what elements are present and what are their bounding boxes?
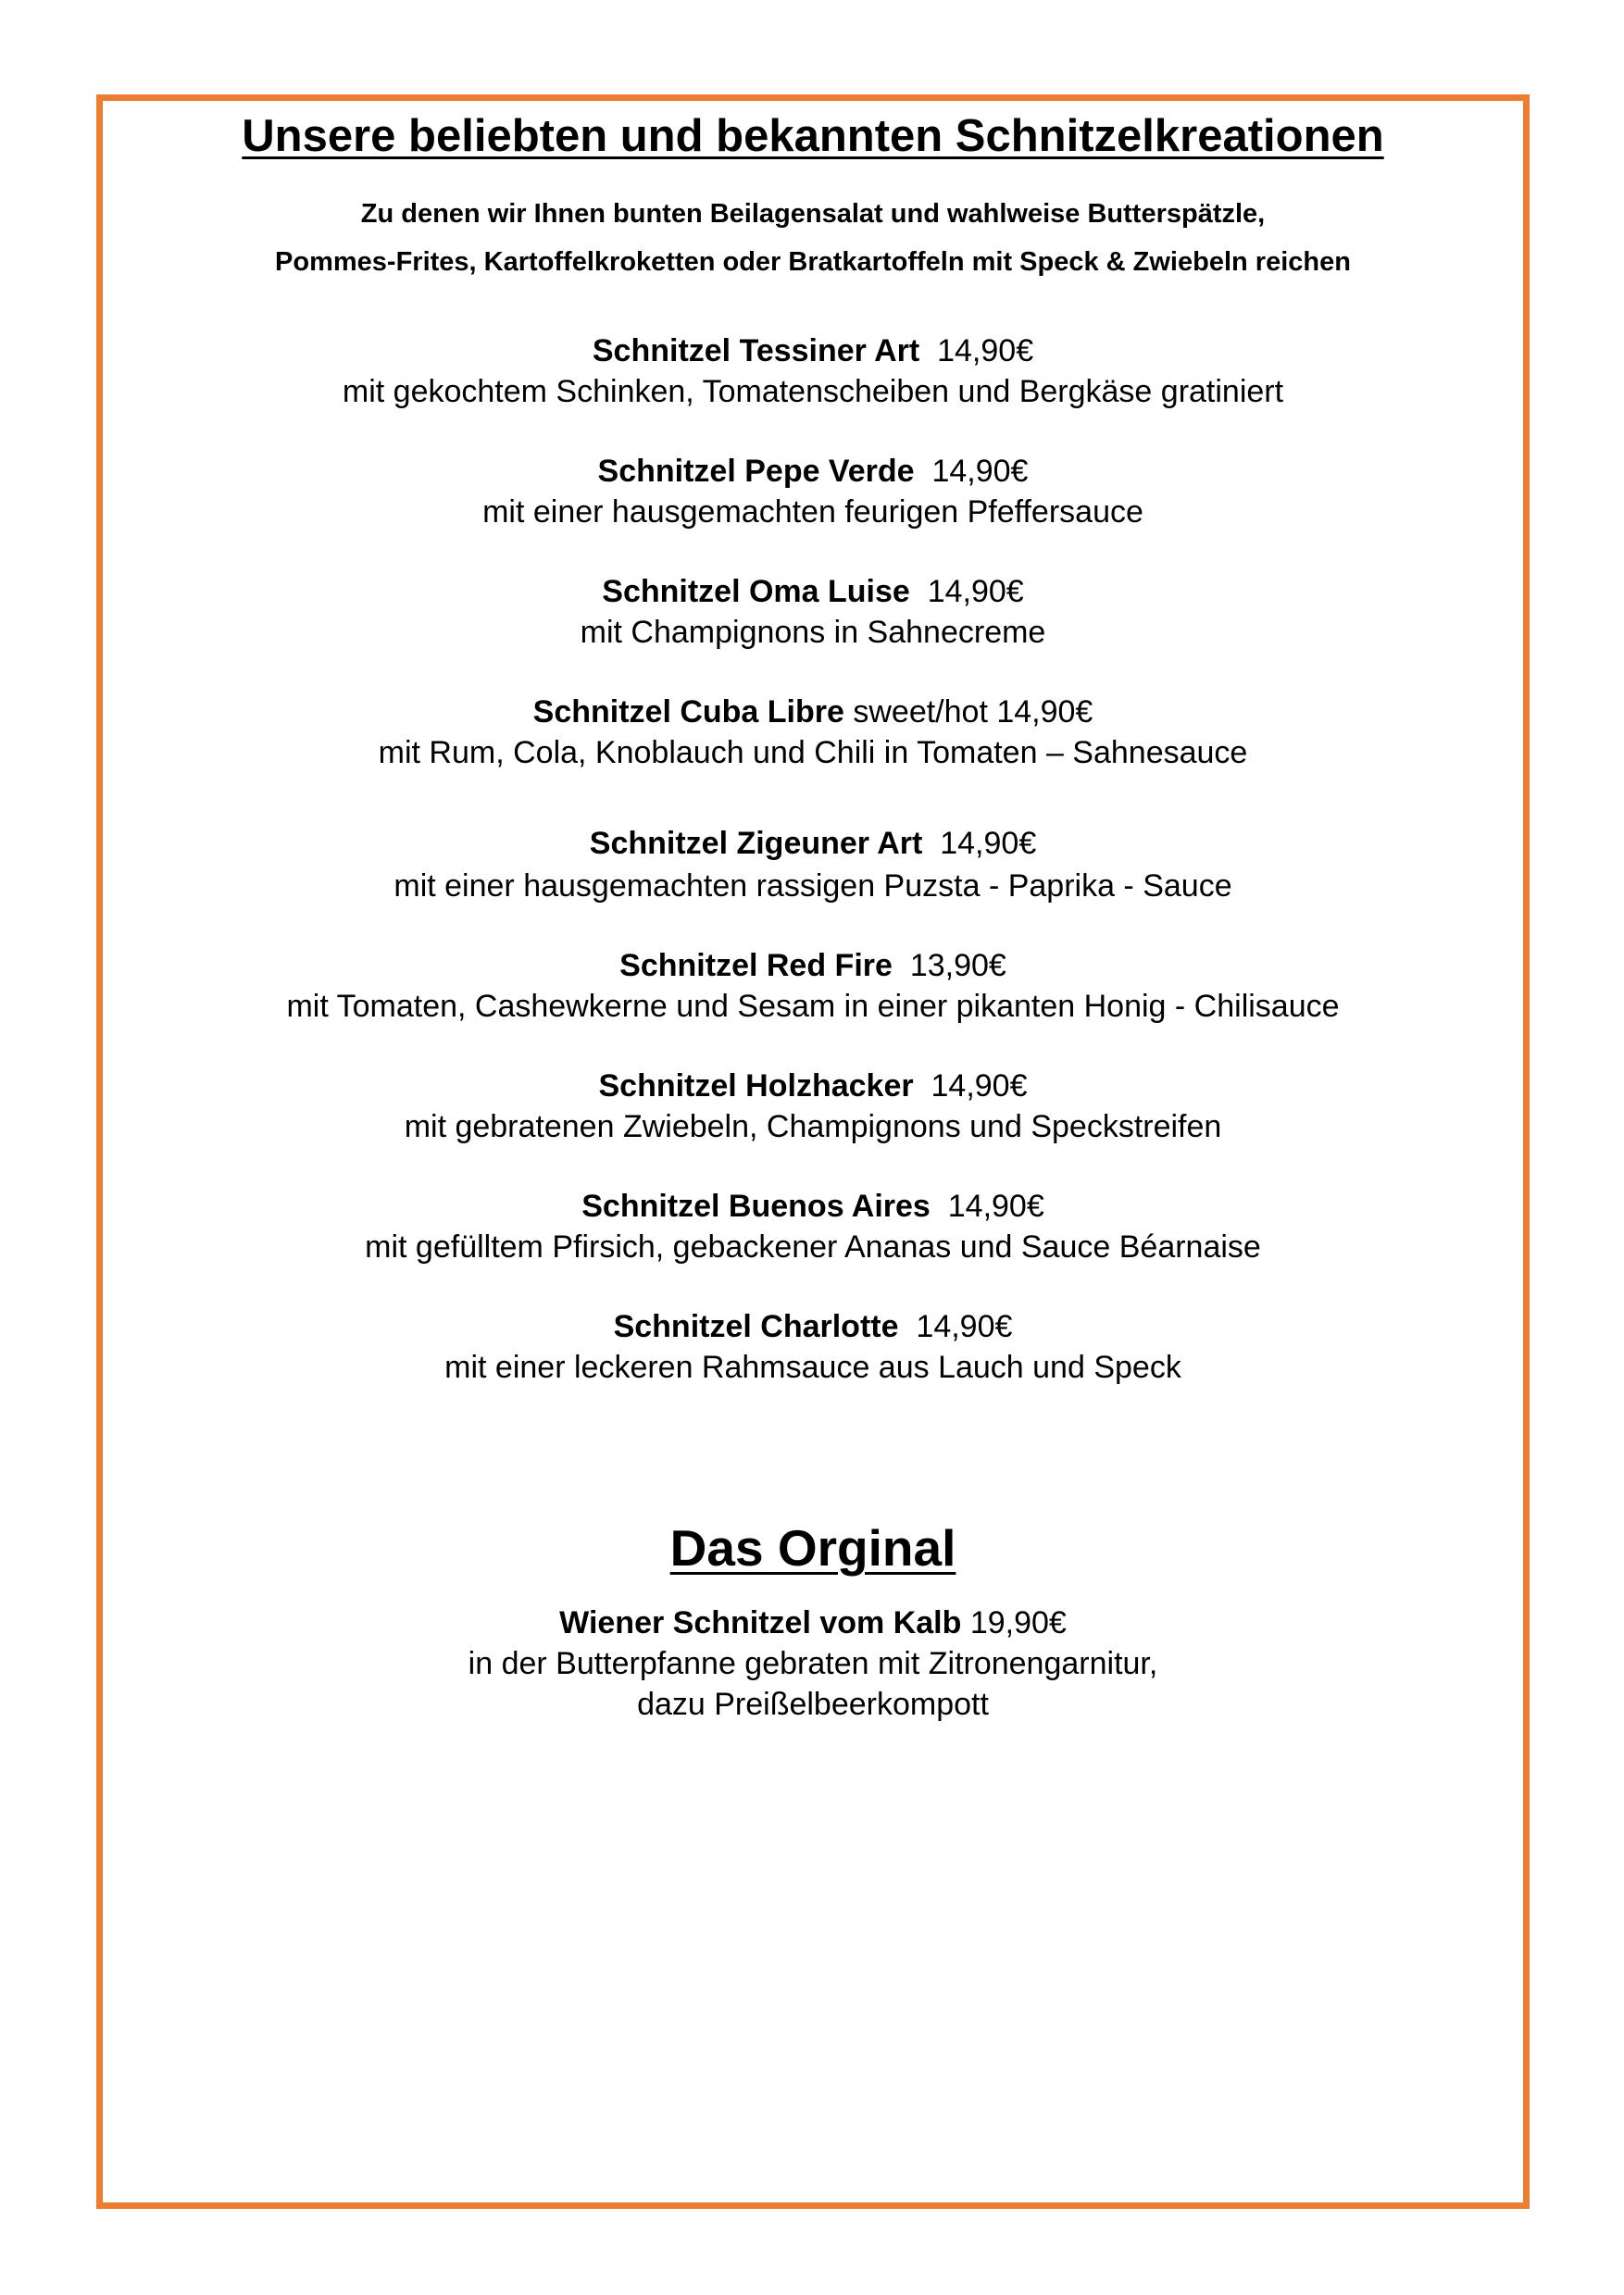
dish-heading [103,451,1523,492]
intro-line-1: Zu denen wir Ihnen bunten Beilagensalat und wahlweise Butterspätzle, [360,199,1266,229]
dish-name: Schnitzel Buenos Aires [581,1189,931,1224]
dish-heading [103,1306,1523,1347]
dish-name: Schnitzel Pepe Verde [597,454,915,489]
dish-heading [103,823,1523,864]
dish-heading [103,331,1523,371]
dish-price: 14,90€ [940,826,1037,861]
dish-description-line-2: dazu Preißelbeerkompott [637,1687,989,1722]
dish-description: mit gekochtem Schinken, Tomatenscheiben und Bergkäse gratiniert [342,374,1284,409]
dish-item [103,1306,1523,1388]
dish-price: 14,90€ [931,454,1029,489]
dish-description: mit einer hausgemachten rassigen Puzsta - Paprika - Sauce [394,868,1232,904]
dish-description: mit Rum, Cola, Knoblauch und Chili in Tomaten – Sahnesauce [378,735,1248,770]
dish-description: mit einer hausgemachten feurigen Pfeffersauce [482,494,1143,530]
dish-price: 13,90€ [909,948,1006,983]
dish-item [103,331,1523,412]
dish-name: Schnitzel Charlotte [613,1309,899,1344]
dish-name: Schnitzel Tessiner Art [592,333,920,368]
dish-name: Schnitzel Oma Luise [602,574,910,609]
dish-name: Schnitzel Cuba Libre [532,694,844,730]
dish-description: mit einer leckeren Rahmsauce aus Lauch und Speck [444,1350,1181,1385]
dish-price: 19,90€ [969,1605,1067,1640]
dish-heading [103,692,1523,732]
dish-note: sweet/hot [853,694,988,730]
dish-price: 14,90€ [927,574,1024,609]
dish-price: 14,90€ [916,1309,1013,1344]
dish-name: Schnitzel Holzhacker [598,1068,914,1104]
dish-item [103,692,1523,773]
intro-line-2: Pommes-Frites, Kartoffelkroketten oder Bratkartoffeln mit Speck & Zwiebeln reichen [275,247,1351,277]
dish-item [103,571,1523,653]
dish-price: 14,90€ [937,333,1034,368]
dish-heading [103,945,1523,986]
dish-heading [103,1066,1523,1106]
dish-heading [103,571,1523,612]
dish-price: 14,90€ [931,1068,1028,1104]
menu-title: Unsere beliebten und bekannten Schnitzelkreationen [242,111,1384,161]
dish-price: 14,90€ [996,694,1093,730]
dish-description: mit Champignons in Sahnecreme [580,615,1046,650]
dish-price: 14,90€ [947,1189,1044,1224]
section-title-original: Das Orginal [669,1519,956,1577]
dish-heading [103,1603,1523,1643]
dish-item [103,1066,1523,1147]
dish-name: Schnitzel Zigeuner Art [589,826,923,861]
dish-item-original [103,1603,1523,1725]
dish-item [103,451,1523,532]
dish-item [103,823,1523,906]
dish-description: mit gefülltem Pfirsich, gebackener Ananas und Sauce Béarnaise [365,1229,1261,1265]
dish-description-line-1: in der Butterpfanne gebraten mit Zitronengarnitur, [468,1646,1158,1681]
dish-name: Schnitzel Red Fire [619,948,893,983]
dish-description: mit Tomaten, Cashewkerne und Sesam in einer pikanten Honig - Chilisauce [286,989,1340,1024]
dish-description: mit gebratenen Zwiebeln, Champignons und Speckstreifen [404,1109,1222,1144]
dish-heading [103,1186,1523,1227]
dish-item [103,1186,1523,1267]
dish-name: Wiener Schnitzel vom Kalb [559,1605,962,1640]
dish-item [103,945,1523,1027]
